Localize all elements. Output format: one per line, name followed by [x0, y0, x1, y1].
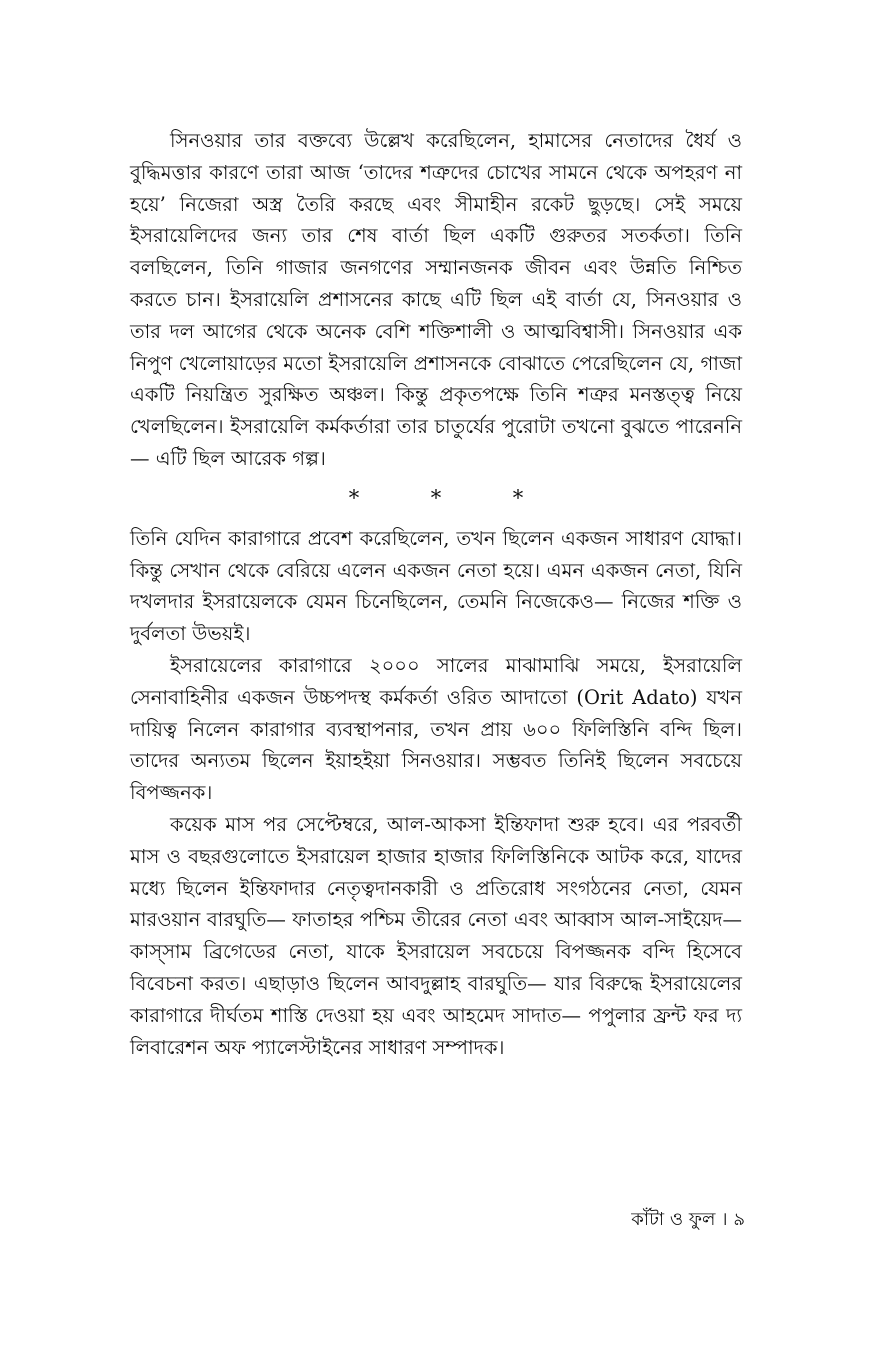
- page-footer: [631, 1208, 745, 1232]
- separator-asterisk: *: [512, 485, 524, 510]
- separator-asterisk: *: [430, 485, 442, 510]
- paragraph: ইসরায়েলের কারাগারে ২০০০ সালের মাঝামাঝি সময়ে, ইসরায়েলি সেনাবাহিনীর একজন উচ্চপদস্থ কর্মকর্তা ওরিত আদাতো (Orit Adato) যখন দায়িত্ব নিলেন কারাগার ব্যবস্থাপনার, তখন প্রায় ৬০০ ফিলিস্তিনি বন্দি ছিল। তাদের অন্যতম ছিলেন ইয়াহইয়া সিনওয়ার। সম্ভবত তিনিই ছিলেন সবচেয়ে বিপজ্জনক।: [130, 653, 742, 805]
- footer-separator: ।: [721, 1209, 728, 1230]
- page-number: ৯: [733, 1209, 745, 1230]
- body-text: [130, 125, 742, 1063]
- separator-asterisk: *: [348, 485, 360, 510]
- paragraph: কয়েক মাস পর সেপ্টেম্বরে, আল-আকসা ইন্তিফাদা শুরু হবে। এর পরবর্তী মাস ও বছরগুলোতে ইসরায়েল হাজার হাজার ফিলিস্তিনিকে আটক করে, যাদের মধ্যে ছিলেন ইন্তিফাদার নেতৃত্বদানকারী ও প্রতিরোধ সংগঠনের নেতা, যেমন মারওয়ান বারঘুতি— ফাতাহর পশ্চিম তীরের নেতা এবং আব্বাস আল-সাইয়েদ— কাস্সাম ব্রিগেডের নেতা, যাকে ইসরায়েল সবচেয়ে বিপজ্জনক বন্দি হিসেবে বিবেচনা করত। এছাড়াও ছিলেন আবদুল্লাহ বারঘুতি— যার বিরুদ্ধে ইসরায়েলের কারাগারে দীর্ঘতম শাস্তি দেওয়া হয় এবং আহমেদ সাদাত— পপুলার ফ্রন্ট ফর দ্য লিবারেশন অফ প্যালেস্টাইনের সাধারণ সম্পাদক।: [130, 812, 742, 1059]
- paragraph: সিনওয়ার তার বক্তব্যে উল্লেখ করেছিলেন, হামাসের নেতাদের ধৈর্য ও বুদ্ধিমত্তার কারণে তারা আজ ‘তাদের শত্রুদের চোখের সামনে থেকে অপহরণ না হয়ে’ নিজেরা অস্ত্র তৈরি করছে এবং সীমাহীন রকেট ছুড়ছে। সেই সময়ে ইসরায়েলিদের জন্য তার শেষ বার্তা ছিল একটি গুরুতর সতর্কতা। তিনি বলছিলেন, তিনি গাজার জনগণের সম্মানজনক জীবন এবং উন্নতি নিশ্চিত করতে চান। ইসরায়েলি প্রশাসনের কাছে এটি ছিল এই বার্তা যে, সিনওয়ার ও তার দল আগের থেকে অনেক বেশি শক্তিশালী ও আত্মবিশ্বাসী। সিনওয়ার এক নিপুণ খেলোয়াড়ের মতো ইসরায়েলি প্রশাসনকে বোঝাতে পেরেছিলেন যে, গাজা একটি নিয়ন্ত্রিত সুরক্ষিত অঞ্চল। কিন্তু প্রকৃতপক্ষে তিনি শত্রুর মনস্তত্ত্ব নিয়ে খেলছিলেন। ইসরায়েলি কর্মকর্তারা তার চাতুর্যের পুরোটা তখনো বুঝতে পারেননি— এটি ছিল আরেক গল্প।: [130, 129, 742, 470]
- running-title: কাঁটা ও ফুল: [631, 1209, 716, 1230]
- paragraph: তিনি যেদিন কারাগারে প্রবেশ করেছিলেন, তখন ছিলেন একজন সাধারণ যোদ্ধা। কিন্তু সেখান থেকে বেরিয়ে এলেন একজন নেতা হয়ে। এমন একজন নেতা, যিনি দখলদার ইসরায়েলকে যেমন চিনেছিলেন, তেমনি নিজেকেও— নিজের শক্তি ও দুর্বলতা উভয়ই।: [130, 526, 742, 646]
- section-separator: [130, 484, 742, 512]
